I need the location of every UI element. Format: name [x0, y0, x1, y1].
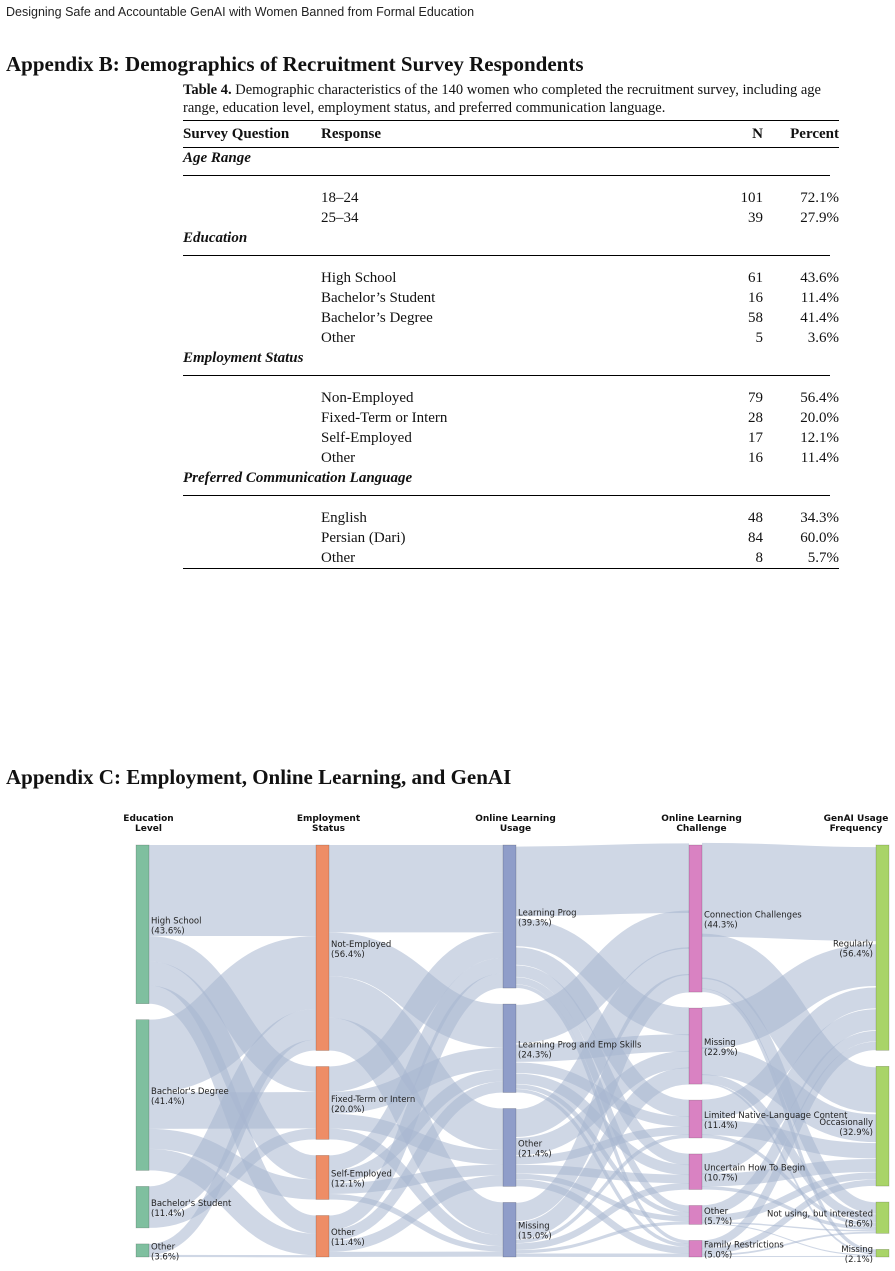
sankey-node-label-cm: [704, 1038, 738, 1058]
table-header-row: [183, 121, 839, 148]
percent-cell: 20.0%: [800, 410, 839, 426]
sankey-node-um: [503, 1202, 516, 1257]
table-row: [183, 308, 839, 328]
sankey-label-name: Self-Employed: [331, 1169, 392, 1180]
sankey-node-ne: [316, 845, 329, 1051]
table-body: [183, 148, 839, 569]
response-cell: Self-Employed: [321, 430, 412, 446]
empty-cell: [183, 508, 321, 528]
sankey-node-lp: [503, 845, 516, 988]
empty-cell: [183, 188, 321, 208]
sankey-node-uo: [503, 1109, 516, 1187]
n-cell: 58: [748, 310, 763, 326]
percent-cell: 11.4%: [800, 450, 839, 466]
table-row: [183, 188, 839, 208]
sankey-label-percent: (32.9%): [839, 1128, 873, 1139]
sankey-label-percent: (5.7%): [704, 1216, 733, 1227]
sankey-node-label-oc: [819, 1118, 873, 1138]
sankey-node-label-um: [518, 1222, 552, 1242]
sankey-column-title-challenge: Challenge: [676, 824, 727, 834]
n-cell: 39: [748, 210, 763, 226]
sankey-label-name: Missing: [518, 1221, 550, 1232]
sankey-column-title-genai: GenAI Usage: [823, 814, 889, 824]
sankey-node-mo: [316, 1215, 329, 1257]
sankey-column-title-genai: Frequency: [829, 824, 883, 834]
n-cell: 84: [748, 530, 763, 546]
sankey-node-ft: [316, 1067, 329, 1140]
sankey-column-title-education: Level: [135, 824, 162, 834]
sankey-label-percent: (11.4%): [704, 1121, 738, 1132]
header-n: N: [701, 121, 763, 148]
appendix-b-title: Appendix B: Demographics of Recruitment Survey Respondents: [6, 52, 584, 76]
sankey-label-percent: (22.9%): [704, 1048, 738, 1059]
n-cell: 101: [740, 190, 763, 206]
sankey-label-percent: (56.4%): [331, 949, 365, 960]
empty-cell: [183, 388, 321, 408]
n-cell: 5: [755, 330, 763, 346]
sankey-column-title-education: Education: [123, 814, 174, 824]
appendix-c-title: Appendix C: Employment, Online Learning, and GenAI: [6, 765, 512, 789]
group-row: [183, 348, 839, 368]
running-head: Designing Safe and Accountable GenAI with Women Banned from Formal Education: [6, 5, 475, 19]
table-row: [183, 388, 839, 408]
percent-cell: 11.4%: [800, 290, 839, 306]
percent-cell: 43.6%: [800, 270, 839, 286]
sankey-node-gm: [876, 1249, 889, 1257]
empty-cell: [183, 308, 321, 328]
sankey-column-title-employment: Employment: [296, 814, 361, 824]
empty-cell: [183, 408, 321, 428]
sankey-node-cm: [689, 1008, 702, 1084]
sankey-diagram: [0, 805, 895, 1271]
sankey-label-name: Bachelor's Degree: [151, 1087, 229, 1098]
header-response: Response: [321, 121, 701, 148]
n-cell: 61: [748, 270, 763, 286]
sankey-label-percent: (8.6%): [844, 1219, 873, 1230]
n-cell: 48: [748, 510, 763, 526]
sankey-node-label-eo: [151, 1242, 179, 1262]
sankey-node-label-fr: [704, 1241, 784, 1261]
sankey-label-name: Other: [518, 1139, 543, 1150]
percent-cell: 27.9%: [800, 210, 839, 226]
group-row: [183, 228, 839, 248]
sankey-label-name: Fixed-Term or Intern: [331, 1094, 416, 1105]
sankey-label-percent: (24.3%): [518, 1050, 552, 1061]
sankey-label-percent: (12.1%): [331, 1179, 365, 1190]
empty-cell: [183, 528, 321, 548]
response-cell: Other: [321, 548, 701, 569]
sankey-node-label-co: [704, 1207, 732, 1227]
sankey-label-name: Other: [331, 1228, 356, 1239]
sankey-node-bs: [136, 1186, 149, 1227]
table-row: [183, 408, 839, 428]
group-label: Age Range: [183, 150, 251, 166]
sankey-node-ln: [689, 1100, 702, 1138]
table-row: [183, 508, 839, 528]
sankey-column-title-challenge: Online Learning: [661, 814, 742, 824]
group-label: Education: [183, 230, 248, 246]
sankey-node-label-lp: [518, 909, 576, 929]
sankey-label-percent: (39.3%): [518, 918, 552, 929]
n-cell: 8: [701, 548, 763, 569]
sankey-label-name: Other: [151, 1242, 176, 1253]
sankey-column-title-employment: Status: [312, 824, 345, 834]
sankey-label-name: Not using, but interested: [766, 1209, 873, 1220]
sankey-label-percent: (21.4%): [518, 1149, 552, 1160]
sankey-label-name: Uncertain How To Begin: [704, 1163, 806, 1174]
n-cell: 28: [748, 410, 763, 426]
sankey-label-percent: (20.0%): [331, 1104, 365, 1115]
sankey-label-name: Not-Employed: [331, 939, 392, 950]
n-cell: 16: [748, 290, 763, 306]
sankey-label-name: Other: [704, 1206, 729, 1217]
group-row: [183, 468, 839, 488]
percent-cell: 34.3%: [800, 510, 839, 526]
empty-cell: [183, 448, 321, 468]
empty-cell: [183, 288, 321, 308]
sankey-node-fr: [689, 1240, 702, 1257]
group-label: Preferred Communication Language: [183, 470, 413, 486]
empty-cell: [183, 268, 321, 288]
percent-cell: 72.1%: [800, 190, 839, 206]
sankey-link-cc-rg: [702, 890, 876, 894]
sankey-label-name: Regularly: [833, 939, 873, 950]
caption-label: Table 4.: [183, 82, 232, 98]
sankey-node-nu: [876, 1202, 889, 1233]
sankey-label-percent: (10.7%): [704, 1173, 738, 1184]
header-percent: Percent: [763, 121, 839, 148]
sankey-node-lpe: [503, 1004, 516, 1092]
percent-cell: 56.4%: [800, 390, 839, 406]
sankey-label-name: Family Restrictions: [704, 1240, 784, 1251]
sankey-label-percent: (11.4%): [331, 1238, 365, 1249]
empty-cell: [183, 208, 321, 228]
caption-text: Demographic characteristics of the 140 women who completed the recruitment survey, including age range, education level, employment status, and preferred communication language.: [183, 82, 821, 116]
sankey-link-lp-cc: [516, 878, 689, 881]
table-row: [183, 328, 839, 348]
table-row: [183, 208, 839, 228]
percent-cell: 41.4%: [800, 310, 839, 326]
percent-cell: 60.0%: [800, 530, 839, 546]
response-cell: High School: [321, 270, 397, 286]
response-cell: Non-Employed: [321, 390, 414, 406]
n-cell: 79: [748, 390, 763, 406]
group-label: Employment Status: [183, 350, 304, 366]
sankey-node-label-rg: [833, 940, 873, 960]
demographics-table: [183, 120, 839, 569]
sankey-label-percent: (3.6%): [151, 1252, 180, 1263]
response-cell: Bachelor’s Degree: [321, 310, 433, 326]
sankey-node-bd: [136, 1020, 149, 1171]
table-row: [183, 288, 839, 308]
sankey-label-name: Learning Prog and Emp Skills: [518, 1040, 642, 1051]
sankey-label-name: Occasionally: [819, 1118, 873, 1129]
empty-cell: [183, 548, 321, 569]
sankey-column-title-usage: Usage: [499, 824, 532, 834]
sankey-node-eo: [136, 1244, 149, 1257]
sankey-label-name: Missing: [704, 1038, 736, 1049]
sankey-label-percent: (5.0%): [704, 1250, 733, 1261]
sankey-label-name: Bachelor's Student: [151, 1199, 232, 1210]
sankey-node-cc: [689, 845, 702, 992]
sankey-label-name: Missing: [841, 1245, 873, 1256]
sankey-label-name: Learning Prog: [518, 908, 577, 919]
sankey-node-uh: [689, 1154, 702, 1190]
response-cell: Persian (Dari): [321, 530, 406, 546]
sankey-node-label-gm: [841, 1245, 873, 1265]
response-cell: 25–34: [321, 210, 359, 226]
sankey-label-percent: (44.3%): [704, 920, 738, 931]
sankey-label-percent: (41.4%): [151, 1097, 185, 1108]
sankey-label-percent: (15.0%): [518, 1231, 552, 1242]
percent-cell: 5.7%: [763, 548, 839, 569]
sankey-column-titles: [123, 814, 888, 834]
table-row: [183, 268, 839, 288]
empty-cell: [183, 328, 321, 348]
percent-cell: 3.6%: [807, 330, 839, 346]
sankey-node-se: [316, 1155, 329, 1199]
n-cell: 16: [748, 450, 763, 466]
sankey-node-oc: [876, 1066, 889, 1186]
sankey-label-percent: (2.1%): [844, 1255, 873, 1266]
sankey-column-title-usage: Online Learning: [475, 814, 556, 824]
table-row: [183, 448, 839, 468]
response-cell: Other: [321, 450, 356, 466]
sankey-node-co: [689, 1205, 702, 1224]
sankey-label-name: Connection Challenges: [704, 910, 802, 921]
empty-cell: [183, 428, 321, 448]
table-row: [183, 428, 839, 448]
response-cell: Bachelor’s Student: [321, 290, 436, 306]
sankey-node-hs: [136, 845, 149, 1004]
sankey-label-name: High School: [151, 916, 202, 927]
sankey-label-name: Limited Native-Language Content: [704, 1111, 848, 1122]
sankey-label-percent: (56.4%): [839, 949, 873, 960]
group-row: [183, 148, 839, 169]
table-caption: [183, 81, 843, 117]
table-row: [183, 548, 839, 569]
response-cell: Fixed-Term or Intern: [321, 410, 448, 426]
response-cell: Other: [321, 330, 356, 346]
sankey-label-percent: (43.6%): [151, 926, 185, 937]
sankey-node-rg: [876, 845, 889, 1050]
percent-cell: 12.1%: [800, 430, 839, 446]
n-cell: 17: [748, 430, 763, 446]
response-cell: 18–24: [321, 190, 359, 206]
sankey-label-percent: (11.4%): [151, 1209, 185, 1220]
header-survey-question: Survey Question: [183, 121, 321, 148]
table-row: [183, 528, 839, 548]
response-cell: English: [321, 510, 367, 526]
